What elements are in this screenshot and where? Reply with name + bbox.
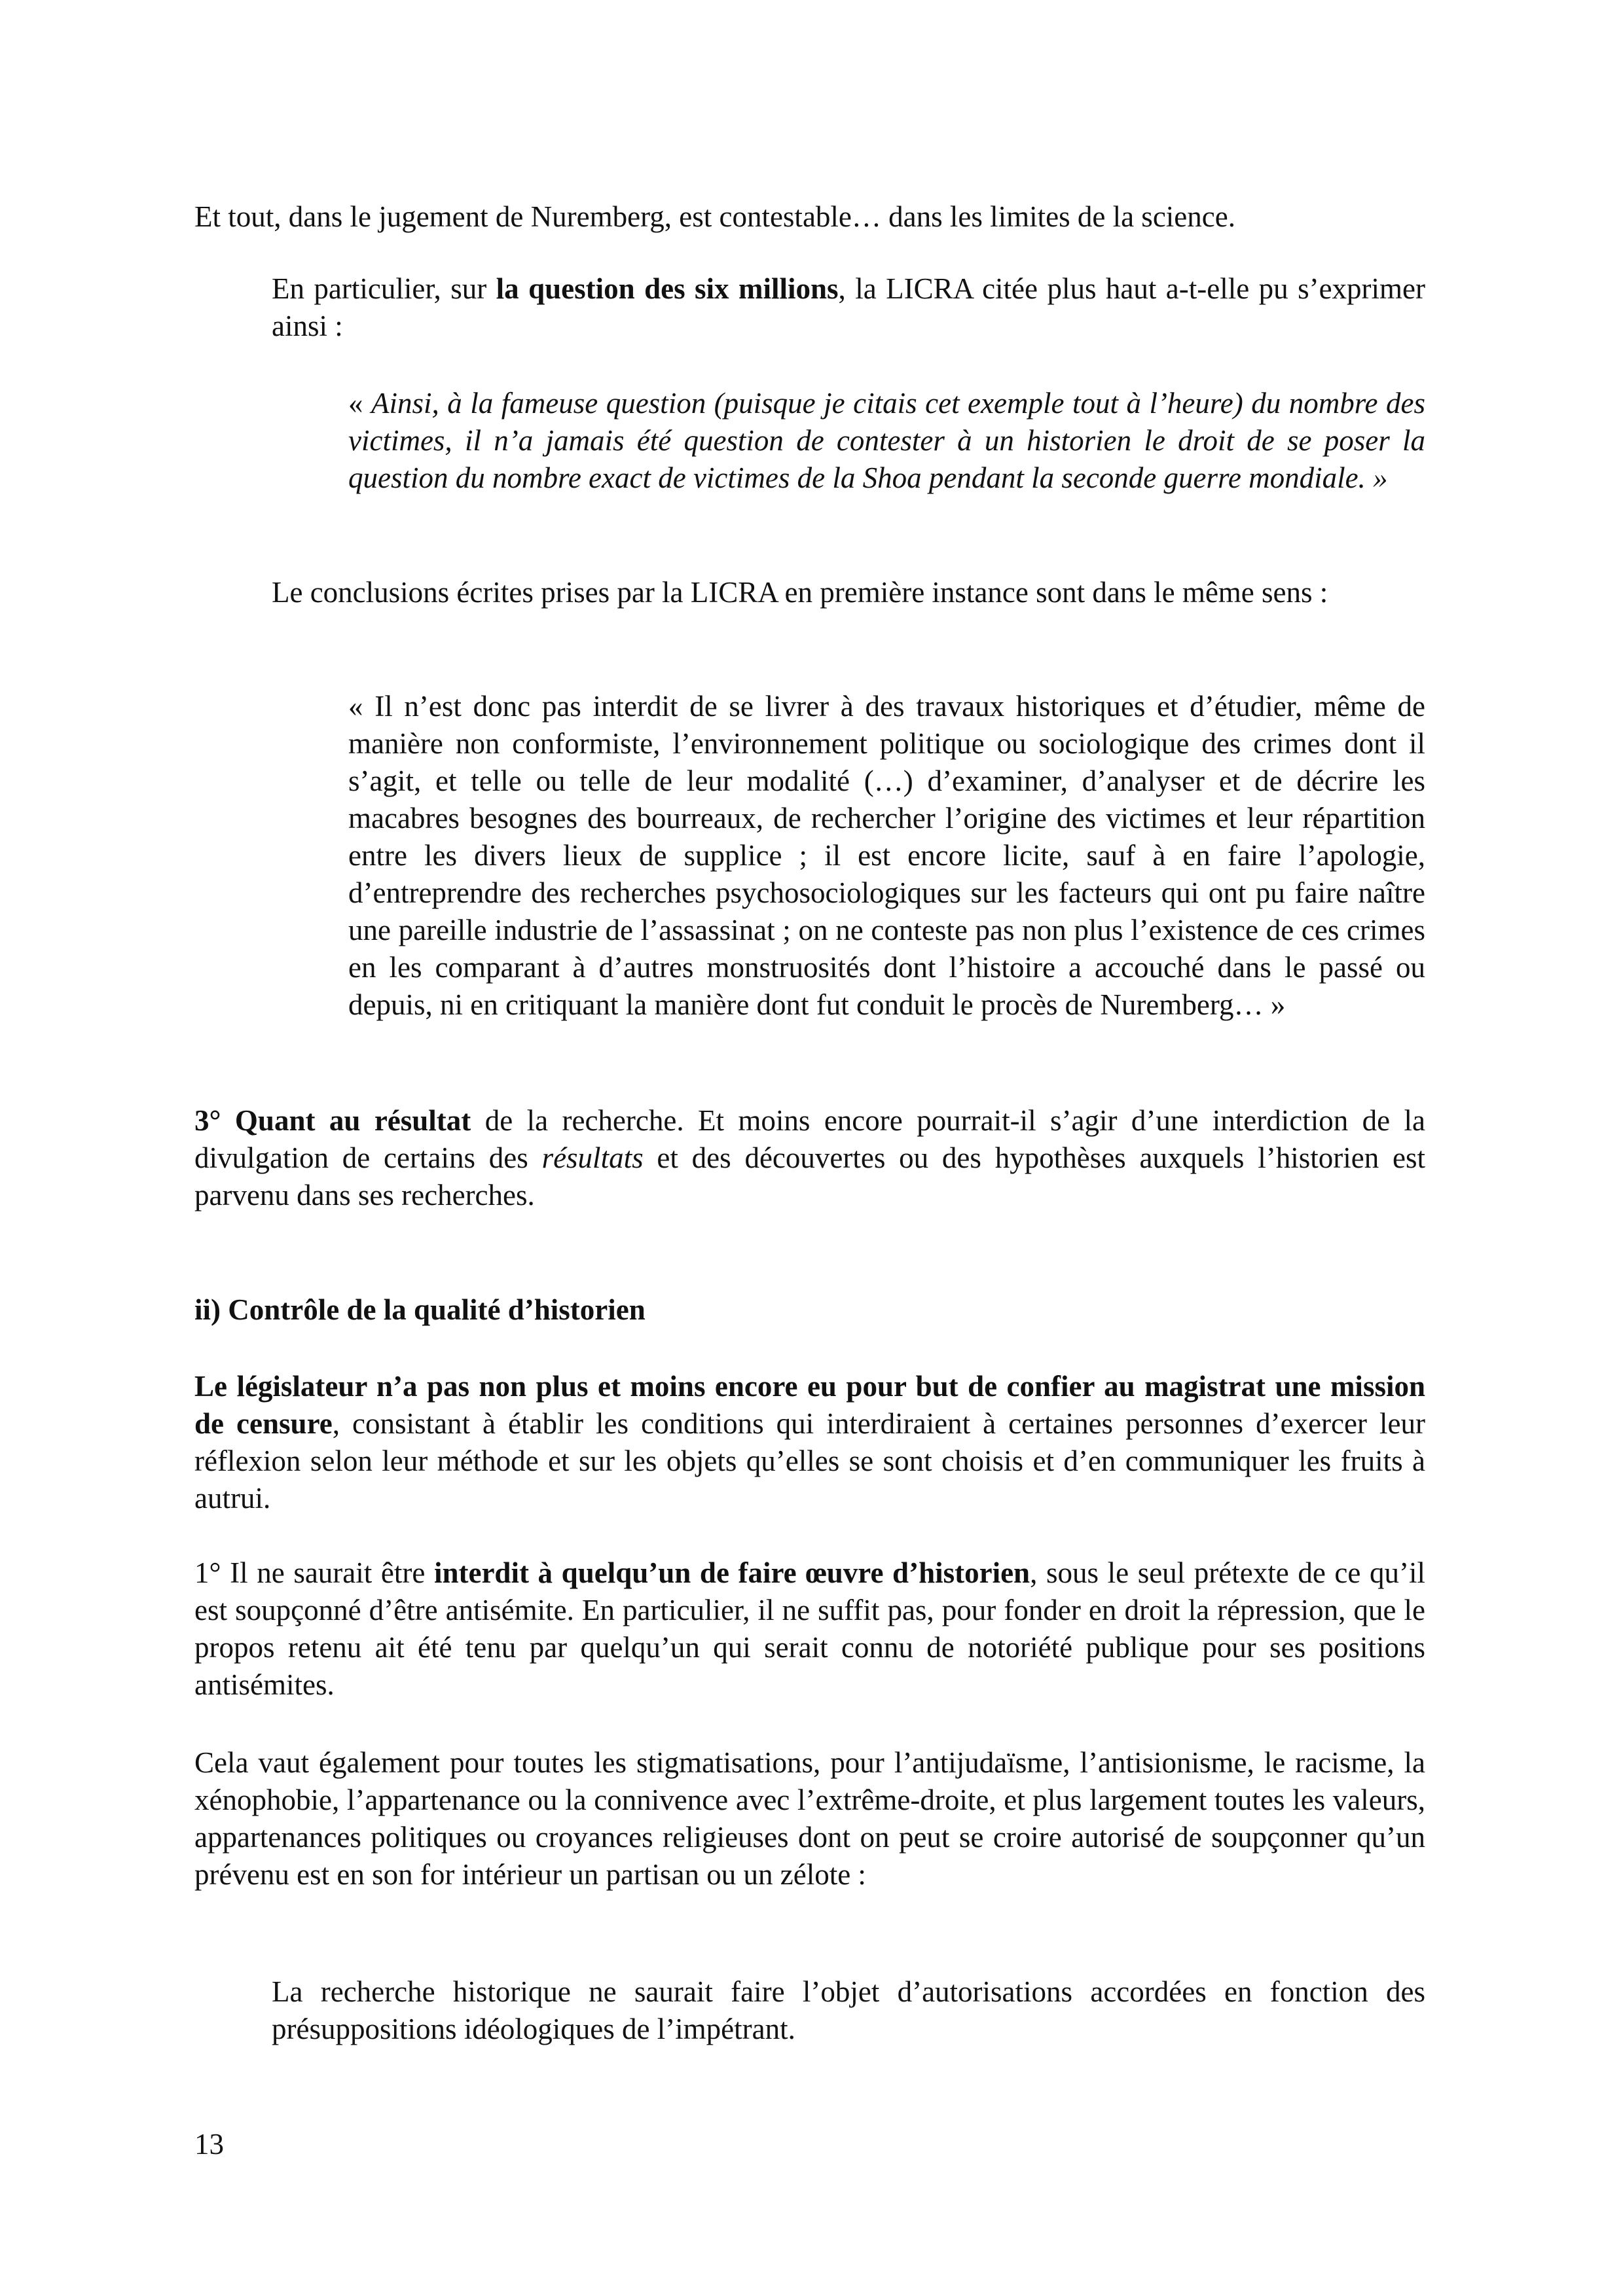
quote-block-1: [348, 385, 1425, 497]
paragraph-recherche: [272, 1973, 1425, 2048]
paragraph-text: La recherche historique ne saurait faire l’objet d’autorisations accordées en fonction des présuppositions idéologiques de l’impétrant.: [272, 1975, 1425, 2045]
paragraph-conclusions: [272, 574, 1425, 611]
bold-phrase: 3° Quant au résultat: [194, 1104, 471, 1137]
section-heading: ii) Contrôle de la qualité d’historien: [194, 1293, 646, 1326]
paragraph-text: 1° Il ne saurait être: [194, 1556, 434, 1589]
paragraph-text: , consistant à établir les conditions qui interdiraient à certaines personnes d’exercer leur réflexion selon leur méthode et sur les objets qu’elles se sont choisis et d’en communiquer les fruits à autrui.: [194, 1407, 1425, 1515]
quote-text: Ainsi, à la fameuse question (puisque je citais cet exemple tout à l’heure) du nombre des victimes, il n’a jamais été question de contester à un historien le droit de se poser la question du nombre exact de victimes de la Shoa pendant la seconde guerre mondiale. »: [348, 387, 1425, 494]
paragraph-cela: [194, 1744, 1425, 1893]
paragraph-text: , sous le seul prétexte de ce qu’il est soupçonné d’être antisémite. En particulier, il ne suffit pas, pour fonder en droit la répression, que le propos retenu ait été tenu par quelqu’un qui serait connu de notoriété publique pour ses positions antisémites.: [194, 1556, 1425, 1701]
paragraph-one: [194, 1554, 1425, 1704]
paragraph-text: Le conclusions écrites prises par la LICRA en première instance sont dans le même sens :: [272, 576, 1328, 609]
quote-block-2: [348, 688, 1425, 1024]
paragraph-text: Et tout, dans le jugement de Nuremberg, est contestable… dans les limites de la science.: [194, 200, 1235, 233]
quote-text: « Il n’est donc pas interdit de se livrer à des travaux historiques et d’étudier, même de manière non conformiste, l’environnement politique ou sociologique des crimes dont il s’agit, et telle ou telle de leur modalité (…) d’examiner, d’analyser et de décrire les macabres besognes des bourreaux, de rechercher l’origine des victimes et leur répartition entre les divers lieux de supplice ; il est encore licite, sauf à en faire l’apologie, d’entreprendre des recherches psychosociologiques sur les facteurs qui ont pu faire naître une pareille industrie de l’assassinat ; on ne conteste pas non plus l’existence de ces crimes en les comparant à d’autres monstruosités dont l’histoire a accouché dans le passé ou depuis, ni en critiquant la manière dont fut conduit le procès de Nuremberg… »: [348, 690, 1425, 1021]
paragraph-text: Cela vaut également pour toutes les stigmatisations, pour l’antijudaïsme, l’antisionisme, le racisme, la xénophobie, l’appartenance ou la connivence avec l’extrême-droite, et plus largement toutes les valeurs, appartenances politiques ou croyances religieuses dont on peut se croire autorisé de soupçonner qu’un prévenu est en son for intérieur un partisan ou un zélote :: [194, 1746, 1425, 1891]
page-number: 13: [194, 2128, 224, 2161]
paragraph-legislateur: [194, 1368, 1425, 1517]
italic-word: résultats: [541, 1141, 644, 1174]
quote-mark: «: [348, 387, 371, 420]
paragraph-text: En particulier, sur: [272, 272, 496, 305]
paragraph-text: de la recherche. Et moins encore pourrait-il s’agir d’une interdiction de la divulgation de certains des: [194, 1104, 1425, 1174]
paragraph-text: et des découvertes ou des hypothèses auxquels l’historien est parvenu dans ses recherches.: [194, 1141, 1425, 1211]
paragraph-resultat: [194, 1102, 1425, 1214]
paragraph-text: , la LICRA citée plus haut a-t-elle pu s’exprimer ainsi :: [272, 272, 1425, 342]
paragraph-licra: [272, 270, 1425, 345]
paragraph-intro: [194, 198, 1425, 236]
bold-phrase: interdit à quelqu’un de faire œuvre d’historien: [433, 1556, 1030, 1589]
bold-phrase: la question des six millions: [496, 272, 839, 305]
bold-phrase: Le législateur n’a pas non plus et moins encore eu pour but de confier au magistrat une mission de censure: [194, 1370, 1425, 1440]
